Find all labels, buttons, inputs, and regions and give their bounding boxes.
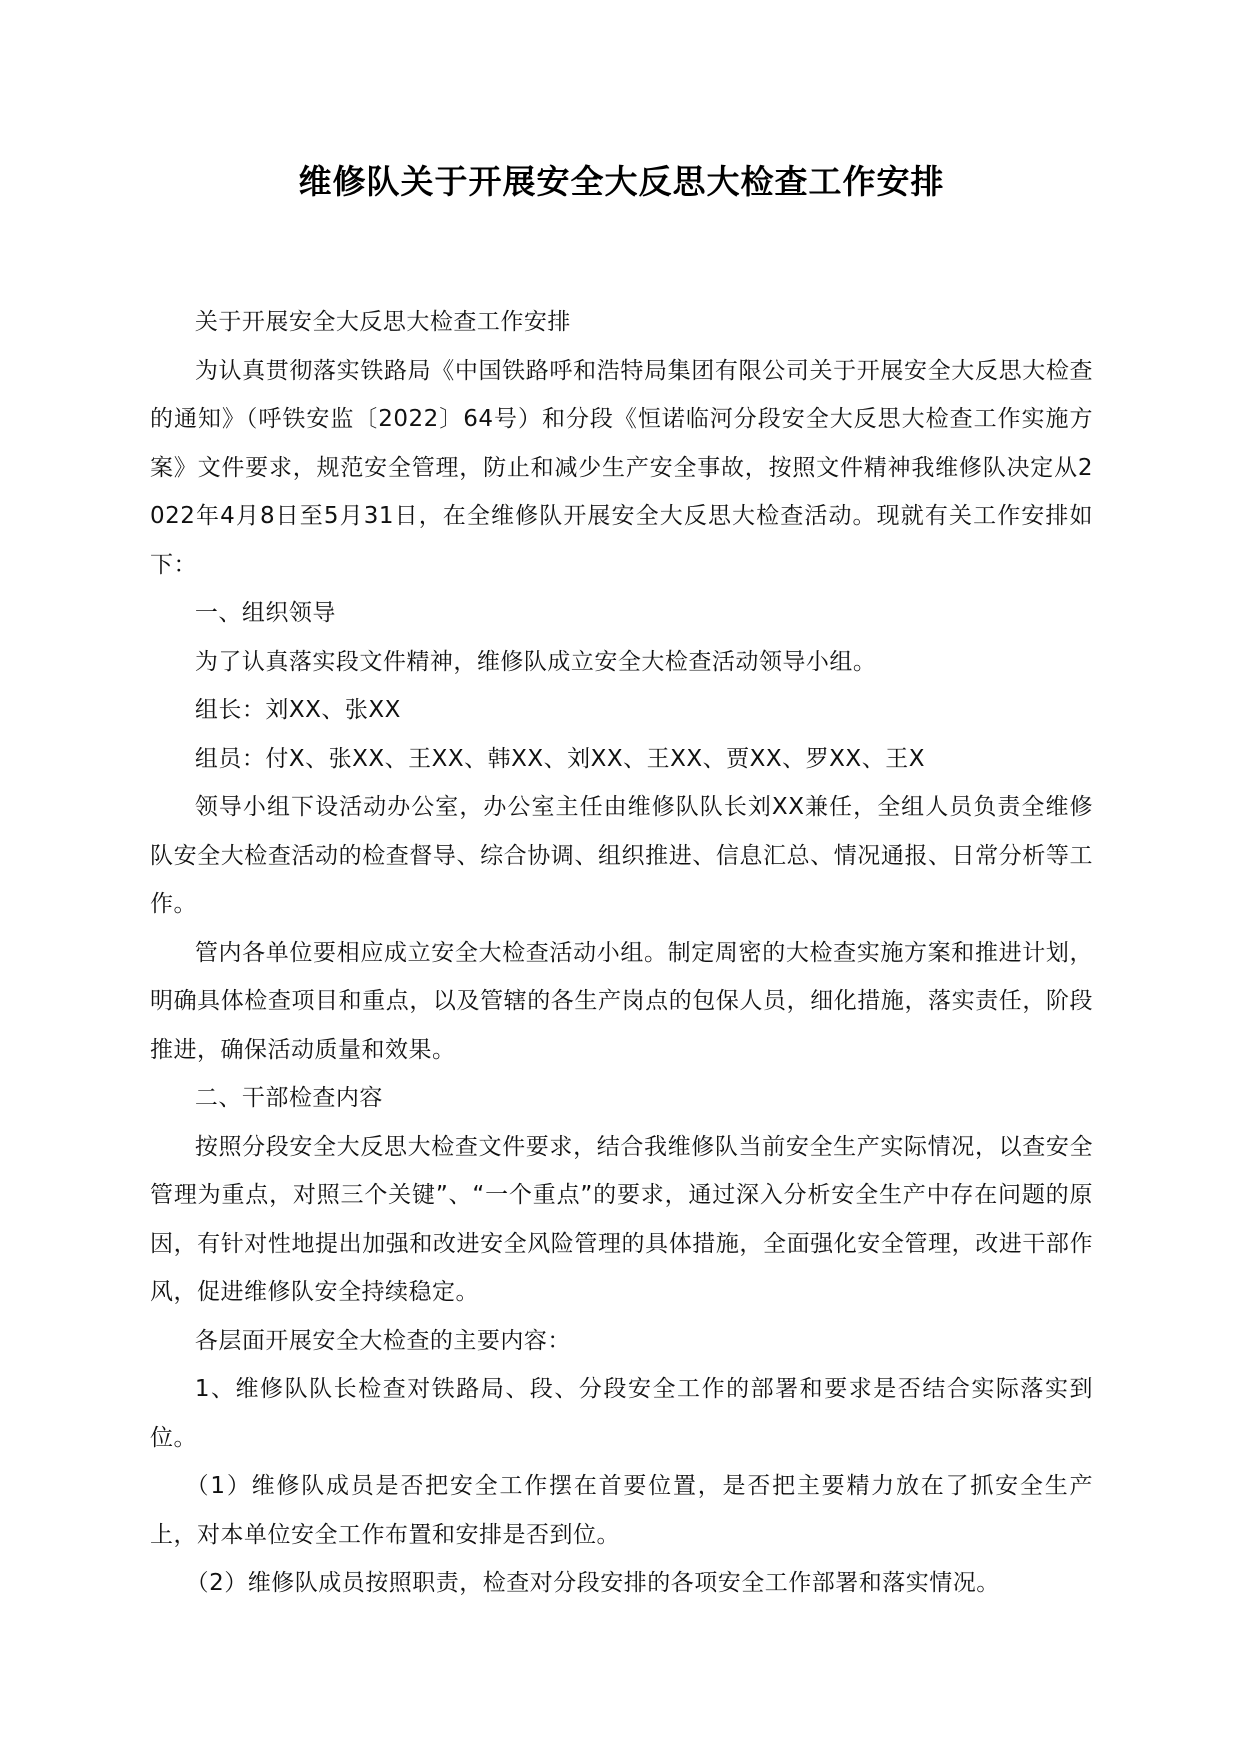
paragraph-unit-groups: 管内各单位要相应成立安全大检查活动小组。制定周密的大检查实施方案和推进计划，明确具体检查项目和重点，以及管辖的各生产岗点的包保人员，细化措施，落实责任，阶段推进，确保活动质量和效果。 <box>150 939 1093 1063</box>
paragraph-main-content-intro: 各层面开展安全大检查的主要内容： <box>194 1327 571 1354</box>
paragraph-office-duties: 领导小组下设活动办公室，办公室主任由维修队队长刘XX兼任，全组人员负责全维修队安全大检查活动的检查督导、综合协调、组织推进、信息汇总、情况通报、日常分析等工作。 <box>150 794 1093 917</box>
document-body <box>150 298 1093 1608</box>
list-subitem-1: （1）维修队成员是否把安全工作摆在首要位置，是否把主要精力放在了抓安全生产上，对本单位安全工作布置和安排是否到位。 <box>150 1473 1093 1548</box>
list-subitem-2: （2）维修队成员按照职责，检查对分段安排的各项安全工作部署和落实情况。 <box>185 1570 1000 1596</box>
paragraph-group-members: 组员：付X、张XX、王XX、韩XX、刘XX、王XX、贾XX、罗XX、王X <box>194 745 925 772</box>
section-heading-inspection-content: 二、干部检查内容 <box>194 1085 383 1111</box>
paragraph-introduction: 为认真贯彻落实铁路局《中国铁路呼和浩特局集团有限公司关于开展安全大反思大检查的通知》（呼铁安监〔2022〕64号）和分段《恒诺临河分段安全大反思大检查工作实施方案》文件要求，规范安全管理，防止和减少生产安全事故，按照文件精神我维修队决定从2022年4月8日至5月31日，在全维修队开展安全大反思大检查活动。现就有关工作安排如下： <box>150 357 1093 578</box>
paragraph-subject-line: 关于开展安全大反思大检查工作安排 <box>194 309 571 335</box>
section-heading-organization: 一、组织领导 <box>194 600 336 626</box>
paragraph-leading-group: 为了认真落实段文件精神，维修队成立安全大检查活动领导小组。 <box>194 648 877 675</box>
list-item-1: 1、维修队队长检查对铁路局、段、分段安全工作的部署和要求是否结合实际落实到位。 <box>150 1376 1093 1451</box>
paragraph-inspection-focus: 按照分段安全大反思大检查文件要求，结合我维修队当前安全生产实际情况，以查安全管理为重点，对照三个关键”、“一个重点”的要求，通过深入分析安全生产中存在问题的原因，有针对性地提出加强和改进安全风险管理的具体措施，全面强化安全管理，改进干部作风，促进维修队安全持续稳定。 <box>150 1133 1093 1305</box>
paragraph-group-leaders: 组长：刘XX、张XX <box>194 697 401 723</box>
document-title: 维修队关于开展安全大反思大检查工作安排 <box>298 162 945 201</box>
